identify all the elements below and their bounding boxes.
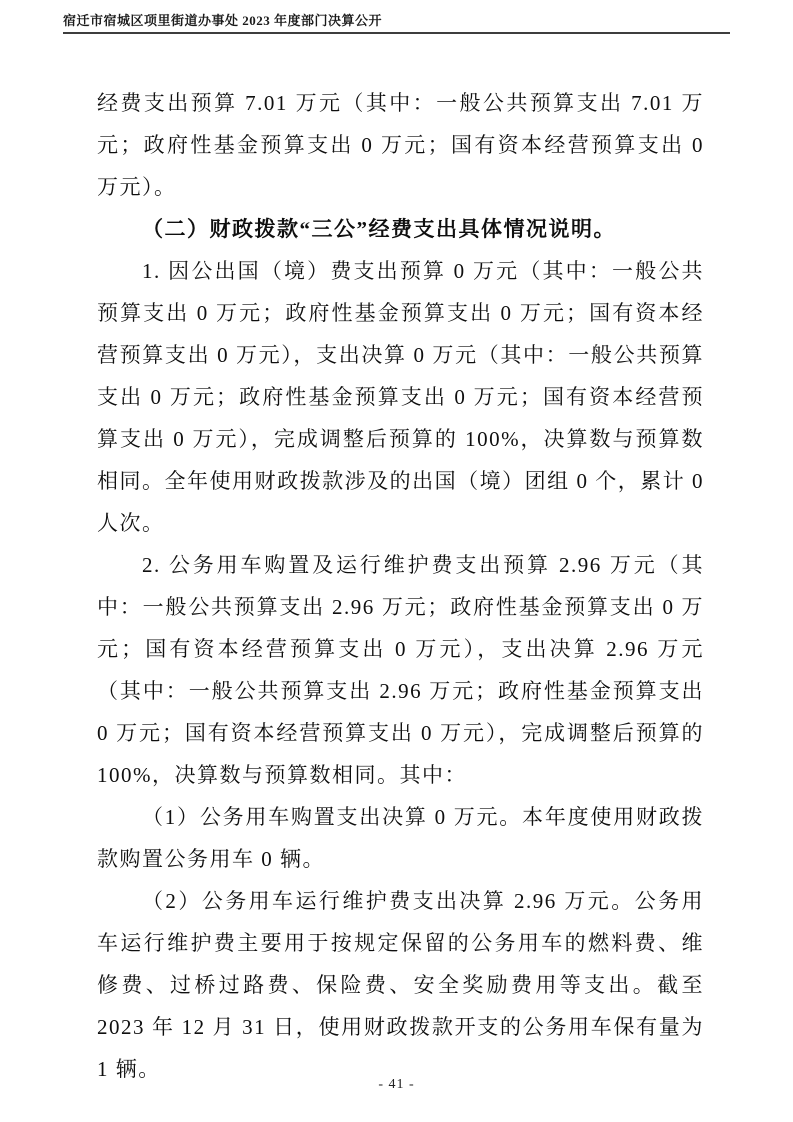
page-number: - 41 - [378, 1077, 415, 1092]
section-heading-three-public-expenses: （二）财政拨款“三公”经费支出具体情况说明。 [142, 217, 616, 241]
page-header [63, 13, 730, 34]
paragraph-vehicle-maintenance: （2）公务用车运行维护费支出决算 2.96 万元。公务用车运行维护费主要用于按规定保留的公务用车的燃料费、维修费、过桥过路费、保险费、安全奖励费用等支出。截至 2023 年 12 月 31 日，使用财政拨款开支的公务用车保有量为 1 辆。 [97, 889, 704, 1081]
paragraph-vehicle-purchase: （1）公务用车购置支出决算 0 万元。本年度使用财政拨款购置公务用车 0 辆。 [97, 805, 704, 871]
paragraph-overseas-trip-expenses: 1. 因公出国（境）费支出预算 0 万元（其中：一般公共预算支出 0 万元；政府性基金预算支出 0 万元；国有资本经营预算支出 0 万元），支出决算 0 万元（其中：一般公共预算支出 0 万元；政府性基金预算支出 0 万元；国有资本经营预算支出 0 万元），完成调整后预算的 100%，决算数与预算数相同。全年使用财政拨款涉及的出国（境）团组 0 个，累计 0 人次。 [97, 259, 704, 535]
header-title: 宿迁市宿城区项里街道办事处 2023 年度部门决算公开 [63, 13, 383, 28]
paragraph-official-vehicle-expenses: 2. 公务用车购置及运行维护费支出预算 2.96 万元（其中：一般公共预算支出 2.96 万元；政府性基金预算支出 0 万元；国有资本经营预算支出 0 万元），支出决算 2.96 万元（其中：一般公共预算支出 2.96 万元；政府性基金预算支出 0 万元；国有资本经营预算支出 0 万元），完成调整后预算的 100%，决算数与预算数相同。其中： [97, 553, 704, 787]
page-footer [0, 1077, 793, 1093]
paragraph-budget-summary-continuation: 经费支出预算 7.01 万元（其中：一般公共预算支出 7.01 万元；政府性基金预算支出 0 万元；国有资本经营预算支出 0 万元）。 [97, 91, 704, 199]
document-content [97, 82, 704, 1090]
